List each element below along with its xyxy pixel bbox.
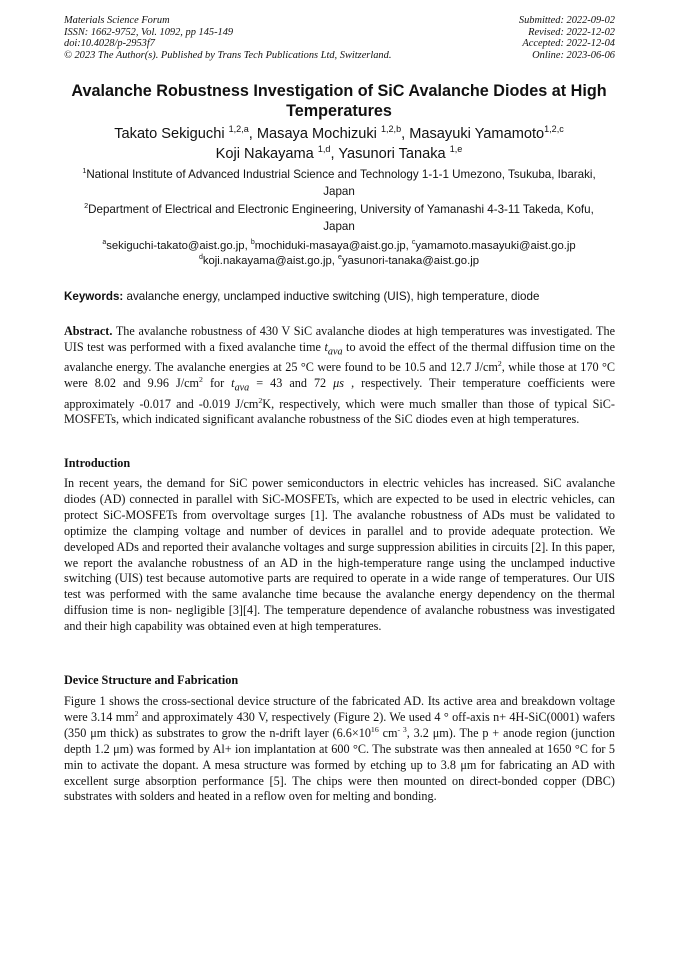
author-name: Yasunori Tanaka [338, 146, 446, 162]
device-text: , 3.2 μm). The p + anode region (junction depth 1.2 μm) was formed by Al+ ion implantation at 600 °C. The substrate was then annealed at 1650 °C for 5 min to activate the dopant. A mesa structure was formed by etching up to 3.8 μm for fabricating an AD with excellent surge absorption performance [5]. The chips were then mounted on direct-bonded copper (DBC) substrates with solders and heated in a reflow oven for melting and bonding. [64, 725, 616, 804]
paper-title: Avalanche Robustness Investigation of SiC Avalanche Diodes at High Temperatures [71, 82, 607, 120]
device-text: Figure 1 shows the cross-sectional device structure of the fabricated AD. Its active area and breakdown voltage were 3.14 mm [64, 694, 615, 724]
author-list [60, 124, 618, 164]
author-affiliation-mark: 1,e [449, 144, 463, 155]
email-mark: b [250, 239, 255, 247]
abstract-text: K, respectively, which were much smaller than those of typical SiC-MOSFETs, which indicated significant avalanche robustness of the SiC diodes even at high temperatures. [64, 396, 615, 427]
keywords-label: Keywords: [64, 290, 124, 303]
email-address[interactable]: koji.nakayama@aist.go.jp [202, 255, 332, 268]
superscript: 2 [497, 359, 502, 369]
email-mark: c [411, 239, 416, 247]
device-text: cm [378, 725, 398, 740]
abstract-text: = 43 and 72 [249, 376, 334, 391]
abstract-text: for [202, 376, 232, 391]
section-heading-introduction: Introduction [64, 456, 131, 470]
unit-microsecond: μs [333, 376, 345, 391]
author-name: Masayuki Yamamoto [409, 126, 545, 142]
symbol-subscript: ava [234, 382, 250, 394]
superscript: - 3 [397, 724, 407, 734]
author-name: Masaya Mochizuki [256, 126, 377, 142]
email-address[interactable]: mochiduki-masaya@aist.go.jp [254, 240, 406, 252]
abstract-text: , respectively. Their temperature coefficients were approximately -0.017 and -0.019 J/cm [64, 376, 615, 411]
author-affiliation-mark: 1,2,c [544, 124, 564, 135]
publication-dates [519, 15, 615, 61]
abstract-label: Abstract. [64, 324, 113, 338]
superscript: 16 [370, 724, 379, 734]
affiliation-mark: 2 [84, 201, 89, 211]
keywords-text: avalanche energy, unclamped inductive switching (UIS), high temperature, diode [126, 290, 540, 303]
author-affiliation-mark: 1,d [317, 144, 331, 155]
superscript: 2 [199, 375, 203, 385]
journal-copyright: © 2023 The Author(s). Published by Trans Tech Publications Ltd, Switzerland. [64, 49, 392, 61]
journal-name: Materials Science Forum [64, 15, 170, 26]
email-mark: a [102, 239, 107, 247]
symbol-subscript: ava [327, 346, 343, 358]
superscript: 2 [258, 395, 263, 405]
journal-doi: doi:10.4028/p-2953f7 [64, 38, 155, 50]
journal-info [64, 15, 391, 61]
abstract-text: The avalanche robustness of 430 V SiC avalanche diodes at high temperatures was investigated. The UIS test was performed with a fixed avalanche time [64, 324, 615, 354]
email-address[interactable]: sekiguchi-takato@aist.go.jp [106, 240, 245, 252]
author-affiliation-mark: 1,2,b [380, 124, 402, 135]
email-mark: e [338, 254, 342, 262]
email-address[interactable]: yasunori-tanaka@aist.go.jp [341, 255, 480, 268]
abstract-text: to avoid the effect of the thermal diffusion time on the avalanche energy. The avalanche energies at 25 °C were found to be 10.5 and 12.7 J/cm [64, 339, 616, 375]
affiliation-text: National Institute of Advanced Industrial Science and Technology 1-1-1 Umezono, Tsukuba, Ibaraki, Japan [86, 168, 596, 198]
email-mark: d [198, 254, 203, 262]
abstract-paragraph [64, 324, 615, 428]
date-revised: Revised: 2022-12-02 [528, 26, 615, 38]
date-online: Online: 2023-06-06 [532, 49, 615, 61]
keywords [64, 289, 615, 304]
author-name: Koji Nakayama [215, 146, 314, 162]
journal-issn: ISSN: 1662-9752, Vol. 1092, pp 145-149 [64, 26, 234, 38]
affiliation-text: Department of Electrical and Electronic Engineering, University of Yamanashi 4-3-11 Takeda, Kofu, Japan [88, 203, 594, 233]
affiliation-1 [70, 167, 608, 200]
symbol-t: t [231, 376, 235, 391]
author-emails: $^a$sekiguchi-takato@aist.go.jp, $^b$mochiduki-masaya@aist.go.jp, $^c$yamamoto.masayuki@aist.go.jp $^d$koji.nakayama@aist.go.jp, $^e$yasunori-tanaka@aist.go.jp [102, 239, 576, 268]
author-separator: , [401, 126, 410, 142]
introduction-paragraph: In recent years, the demand for SiC power semiconductors in electric vehicles has increased. SiC avalanche diodes (AD) connected in parallel with SiC-MOSFETs, which are expected to be used in electric vehicles, can protect SiC-MOSFETs from overvoltage surges [1]. The avalanche robustness of ADs must be validated to optimize the clamping voltage and number of devices in parallel and to provide adequate protection. We developed ADs and reported their avalanche voltages and surge suppression abilities in circuits [2]. In this paper, we report the avalanche robustness of an AD in the high-temperature range using the unclamped inductive switching (UIS) test because automotive parts are required to operate in a wide range of temperatures. Our UIS test was performed with the same avalanche time because the avalanche energy dependency on the thermal diffusion time is non- negligible [3][4]. The temperature dependence of avalanche robustness was investigated and their high capability was obtained even at high temperatures. [64, 476, 615, 634]
affiliation-2 [70, 202, 608, 235]
date-submitted: Submitted: 2022-09-02 [518, 15, 615, 26]
superscript: 2 [134, 708, 139, 718]
section-heading-device-structure: Device Structure and Fabrication [64, 673, 239, 687]
email-address[interactable]: yamamoto.masayuki@aist.go.jp [415, 240, 576, 252]
author-separator: , [248, 126, 257, 142]
author-affiliation-mark: 1,2,a [228, 124, 249, 135]
author-name: Takato Sekiguchi [114, 126, 225, 142]
date-accepted: Accepted: 2022-12-04 [522, 38, 615, 50]
symbol-t: t [324, 339, 328, 354]
device-text: and approximately 430 V, respectively (Figure 2). We used 4 ° off-axis n+ 4H-SiC(0001) wafers (350 μm thick) as substrates to grow the n-drift layer (6.6×10 [64, 709, 615, 740]
abstract-text: , while those at 170 °C were 8.02 and 9.96 J/cm [64, 360, 615, 391]
affiliation-mark: 1 [82, 166, 87, 176]
author-separator: , [330, 146, 339, 162]
device-structure-paragraph [64, 694, 615, 805]
